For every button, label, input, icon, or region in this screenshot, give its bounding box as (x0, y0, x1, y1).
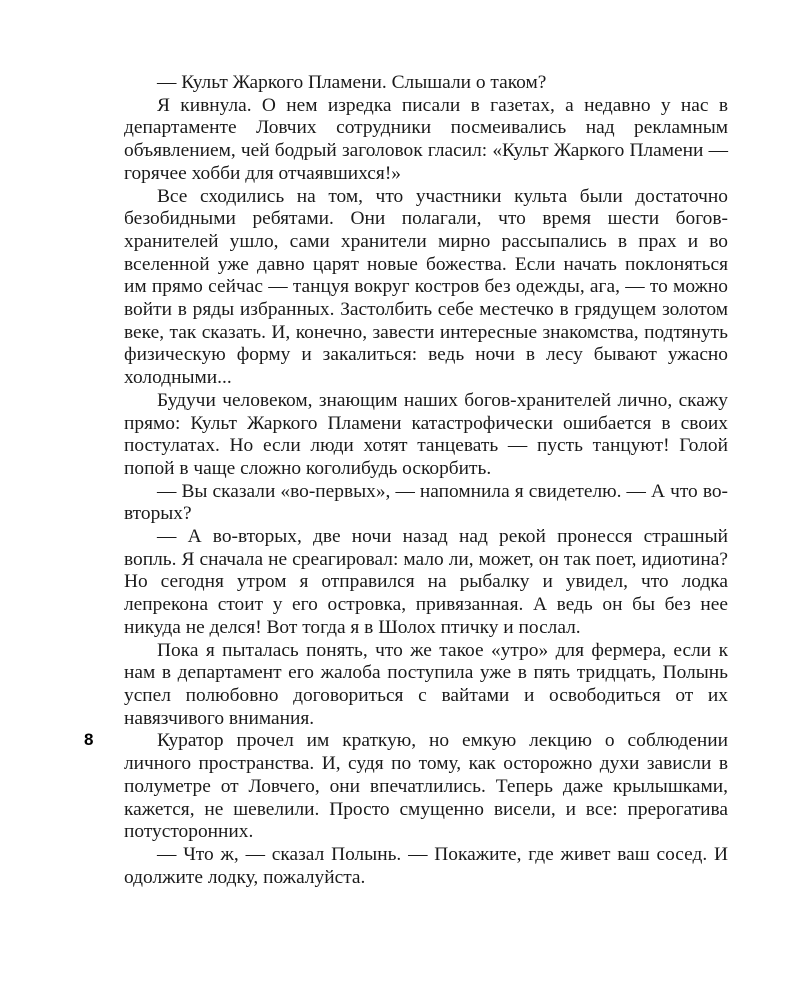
page-body-text (124, 72, 728, 889)
paragraph-9: — Что ж, — сказал Полынь. — Покажите, где живет ваш сосед. И одолжите лодку, пожалуйста. (124, 843, 728, 888)
paragraph-1: — Культ Жаркого Пламени. Слышали о таком? (157, 72, 547, 93)
page-number: 8 (84, 730, 94, 749)
paragraph-7: Пока я пыталась понять, что же такое «утро» для фермера, если к нам в департамент его жалоба поступила уже в пять тридцать, Полынь успел полюбовно договориться с вайтами и освободиться от их навязчивого внимания. (124, 639, 728, 729)
paragraph-4: Будучи человеком, знающим наших богов-хранителей лично, скажу прямо: Культ Жаркого Пламени катастрофически ошибается в своих постулатах. Но если люди хотят танцевать — пусть танцуют! Голой попой в чаще сложно коголибудь оскорбить. (124, 389, 728, 479)
paragraph-3: Все сходились на том, что участники культа были достаточно безобидными ребятами. Они полагали, что время шести богов-хранителей ушло, сами хранители мирно рассыпались в прах и во вселенной уже давно царят новые божества. Если начать поклоняться им прямо сейчас — танцуя вокруг костров без одежды, ага, — то можно войти в ряды избранных. Застолбить себе местечко в грядущем золотом веке, так сказать. И, конечно, завести интересные знакомства, подтянуть физическую форму и закалиться: ведь ночи в лесу бывают ужасно холодными... (124, 185, 728, 389)
paragraph-6: — А во-вторых, две ночи назад над рекой пронесся страшный вопль. Я сначала не среагировал: мало ли, может, он так поет, идиотина? Но сегодня утром я отправился на рыбалку и увидел, что лодка лепрекона стоит у его островка, привязанная. А ведь он бы без нее никуда не делся! Вот тогда я в Шолох птичку и послал. (124, 526, 728, 638)
paragraph-8: Куратор прочел им краткую, но емкую лекцию о соблюдении личного пространства. И, судя по тому, как осторожно духи зависли в полуметре от Ловчего, они впечатлились. Теперь даже крылышками, кажется, не шевелили. Просто смущенно висели, и все: прерогатива потусторонних. (124, 730, 728, 843)
paragraph-2: Я кивнула. О нем изредка писали в газетах, а недавно у нас в департаменте Ловчих сотрудники посмеивались над рекламным объявлением, чей бодрый заголовок гласил: «Культ Жаркого Пламени — горячее хобби для отчаявшихся!» (124, 94, 728, 184)
paragraph-5: — Вы сказали «во-первых», — напомнила я свидетелю. — А что во-вторых? (124, 480, 728, 525)
